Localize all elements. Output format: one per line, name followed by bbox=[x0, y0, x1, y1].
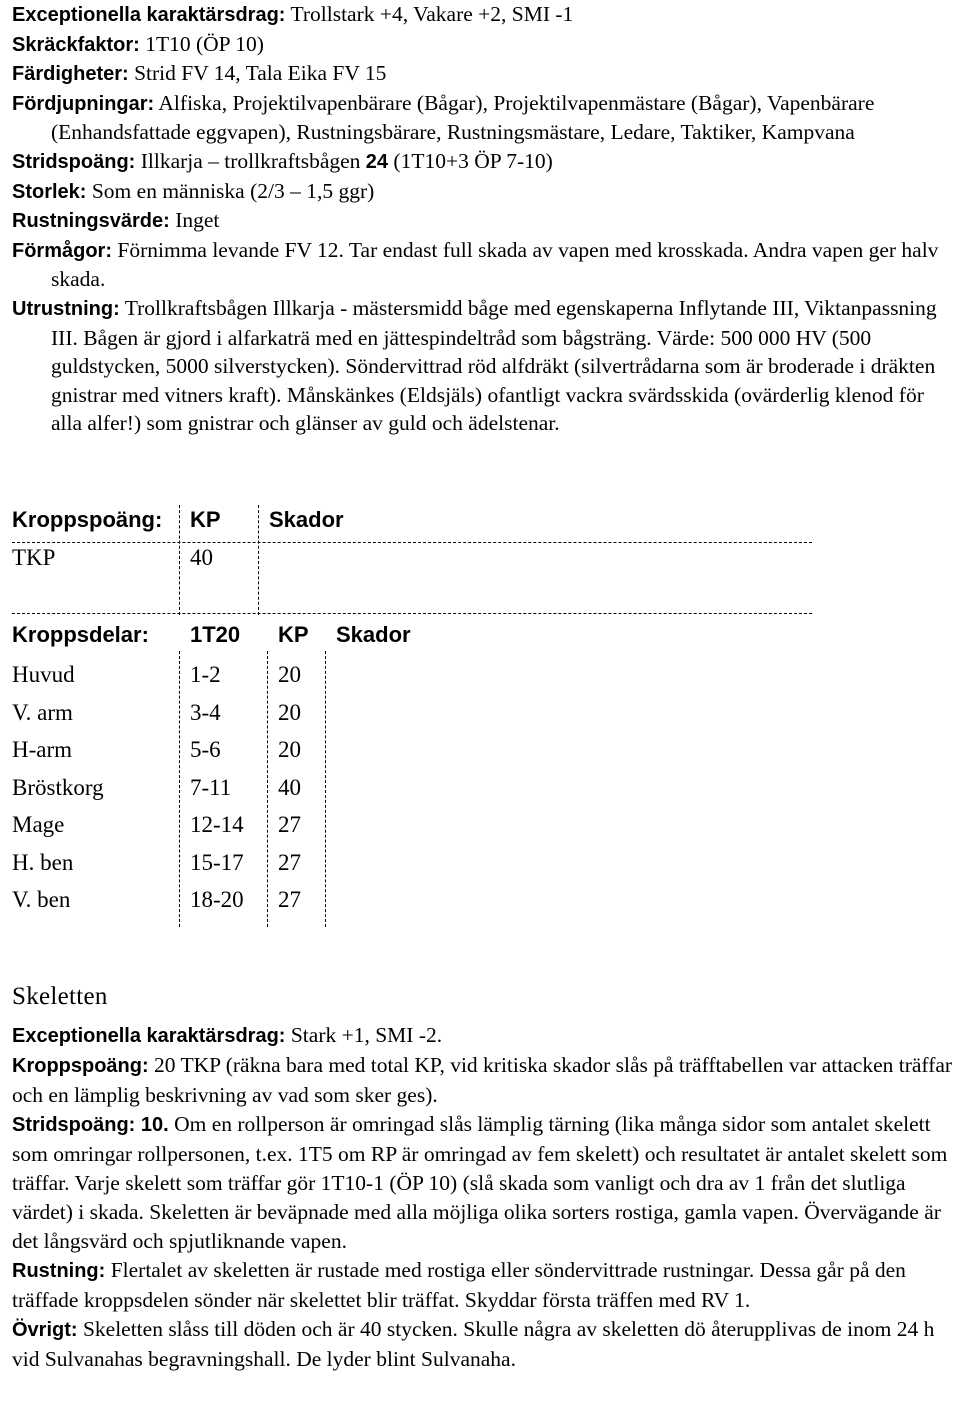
exceptional-traits-value: Trollstark +4, Vakare +2, SMI -1 bbox=[290, 2, 574, 26]
creature-stat-block bbox=[12, 0, 957, 438]
skeleton-other-value: Skeletten slåss till döden och är 40 stycken. Skulle några av skeletten dö återupplivas de inom 24 h vid Sulvanahas begravningshall. De lyder blint Sulvanaha. bbox=[12, 1317, 935, 1371]
skeleton-hp-label: Kroppspoäng: bbox=[12, 1055, 149, 1077]
roll-header: 1T20 bbox=[190, 622, 241, 647]
hit-points-header: Kroppspoäng: bbox=[12, 507, 163, 532]
combat-points-damage: (1T10+3 ÖP 7-10) bbox=[393, 148, 553, 173]
combat-points-weapon: Illkarja – trollkraftsbågen bbox=[140, 148, 361, 173]
skeleton-stat-block bbox=[12, 1021, 957, 1374]
equipment-entry bbox=[12, 294, 957, 438]
tkp-label: TKP bbox=[12, 545, 56, 570]
skills-label: Färdigheter: bbox=[12, 63, 129, 86]
hit-points-table bbox=[12, 505, 812, 617]
body-part-kp: 20 bbox=[278, 737, 301, 762]
kp-header: KP bbox=[190, 507, 221, 532]
armor-value-entry bbox=[12, 206, 957, 236]
combat-points-number: 24 bbox=[365, 150, 389, 173]
skeleton-combat-entry bbox=[12, 1110, 957, 1256]
skeleton-armor-label: Rustning: bbox=[12, 1260, 106, 1282]
fear-factor-entry bbox=[12, 30, 957, 60]
exceptional-traits-entry bbox=[12, 0, 957, 30]
body-part-roll: 3-4 bbox=[190, 700, 221, 725]
skeleton-traits-entry bbox=[12, 1021, 957, 1051]
size-entry bbox=[12, 177, 957, 207]
abilities-value: Förnimma levande FV 12. Tar endast full skada av vapen med krosskada. Andra vapen ger halv skada. bbox=[51, 237, 939, 292]
skeleton-armor-entry bbox=[12, 1256, 957, 1315]
fear-factor-value: 1T10 (ÖP 10) bbox=[145, 31, 264, 56]
body-part-roll: 15-17 bbox=[190, 850, 244, 875]
body-part-kp: 27 bbox=[278, 887, 301, 912]
body-part-name: V. ben bbox=[12, 887, 71, 912]
body-part-roll: 7-11 bbox=[190, 775, 232, 800]
body-part-kp: 27 bbox=[278, 812, 301, 837]
size-value: Som en människa (2/3 – 1,5 ggr) bbox=[91, 178, 375, 203]
armor-value-label: Rustningsvärde: bbox=[12, 210, 170, 233]
body-part-roll: 5-6 bbox=[190, 737, 221, 762]
skeleton-combat-label: Stridspoäng: 10. bbox=[12, 1114, 169, 1136]
tkp-value: 40 bbox=[190, 545, 213, 570]
column-divider bbox=[267, 651, 268, 927]
body-part-kp: 40 bbox=[278, 775, 301, 800]
body-part-name: Mage bbox=[12, 812, 65, 837]
table-divider bbox=[12, 542, 812, 543]
fear-factor-label: Skräckfaktor: bbox=[12, 33, 140, 56]
section-heading: Skeletten bbox=[12, 983, 108, 1010]
skeleton-armor-value: Flertalet av skeletten är rustade med rostiga eller söndervittrade rustningar. Dessa går på den träffade kroppsdelen sönder när skelettet blir träffat. Skyddar första träffen med RV 1. bbox=[12, 1258, 906, 1312]
body-part-kp: 27 bbox=[278, 850, 301, 875]
abilities-label: Förmågor: bbox=[12, 239, 112, 262]
specializations-entry bbox=[12, 89, 957, 147]
skeleton-traits-value: Stark +1, SMI -2. bbox=[290, 1023, 443, 1047]
equipment-label: Utrustning: bbox=[12, 297, 120, 320]
column-divider bbox=[258, 505, 259, 615]
body-part-name: V. arm bbox=[12, 700, 73, 725]
column-divider bbox=[179, 651, 180, 927]
kp-header: KP bbox=[278, 622, 309, 647]
body-part-kp: 20 bbox=[278, 700, 301, 725]
combat-points-label: Stridspoäng: bbox=[12, 150, 136, 173]
body-part-name: H. ben bbox=[12, 850, 74, 875]
skeleton-hp-entry bbox=[12, 1051, 957, 1110]
skeleton-combat-value: Om en rollperson är omringad slås lämplig tärning (lika många sidor som antalet skelett som omringar rollpersonen, t.ex. 1T5 om RP är omringad av fem skelett) och resultatet är antalet skelett som träffar. Varje skelett som träffar gör 1T10-1 (ÖP 10) (slå skada som vanligt och dra av 1 från det slutliga värdet) i skada. Skeletten är beväpnade med alla möjliga olika sorters rostiga, gamla vapen. Övervägande är det långsvärd och spjutliknande vapen. bbox=[12, 1112, 948, 1253]
body-parts-header: Kroppsdelar: bbox=[12, 622, 149, 647]
damage-header: Skador bbox=[336, 622, 411, 647]
table-divider bbox=[12, 613, 812, 614]
body-part-roll: 1-2 bbox=[190, 662, 221, 687]
skeleton-other-entry bbox=[12, 1315, 957, 1374]
equipment-value: Trollkraftsbågen Illkarja - mästersmidd båge med egenskaperna Inflytande III, Viktanpassning III. Bågen är gjord i alfarkaträ med en jättespindeltråd som bågsträng. Värde: 500 000 HV (500 guldstycken, 5000 silverstycken). Söndervittrad röd alfdräkt (silvertrådarna som är broderade i dräkten gnistrar med vitners kraft). Månskänkes (Eldsjäls) ofantligt vackra svärdsskida (ovärderlig klenod för alla alfer!) som gnistrar och glänser av guld och ädelstenar. bbox=[51, 295, 937, 436]
skills-entry bbox=[12, 59, 957, 89]
column-divider bbox=[325, 651, 326, 927]
armor-value-value: Inget bbox=[175, 208, 220, 233]
body-part-roll: 12-14 bbox=[190, 812, 244, 837]
specializations-label: Fördjupningar: bbox=[12, 92, 155, 115]
combat-points-entry bbox=[12, 147, 957, 177]
body-part-name: H-arm bbox=[12, 737, 73, 762]
damage-header: Skador bbox=[269, 507, 344, 532]
body-part-kp: 20 bbox=[278, 662, 301, 687]
skeleton-traits-label: Exceptionella karaktärsdrag: bbox=[12, 1025, 286, 1047]
body-parts-table bbox=[12, 617, 432, 927]
skills-value: Strid FV 14, Tala Eika FV 15 bbox=[134, 61, 387, 86]
body-part-roll: 18-20 bbox=[190, 887, 244, 912]
size-label: Storlek: bbox=[12, 180, 87, 203]
exceptional-traits-label: Exceptionella karaktärsdrag: bbox=[12, 4, 286, 26]
body-part-name: Bröstkorg bbox=[12, 775, 104, 800]
skeleton-hp-value: 20 TKP (räkna bara med total KP, vid kritiska skador slås på träfftabellen var attacken träffar och en lämplig beskrivning av vad som sker ges). bbox=[12, 1053, 953, 1107]
skeleton-other-label: Övrigt: bbox=[12, 1319, 78, 1341]
column-divider bbox=[179, 505, 180, 615]
abilities-entry bbox=[12, 236, 957, 294]
body-part-name: Huvud bbox=[12, 662, 75, 687]
specializations-value: Alfiska, Projektilvapenbärare (Bågar), Projektilvapenmästare (Bågar), Vapenbärare (Enhandsfattade eggvapen), Rustningsbärare, Rustningsmästare, Ledare, Taktiker, Kampvana bbox=[51, 90, 875, 145]
